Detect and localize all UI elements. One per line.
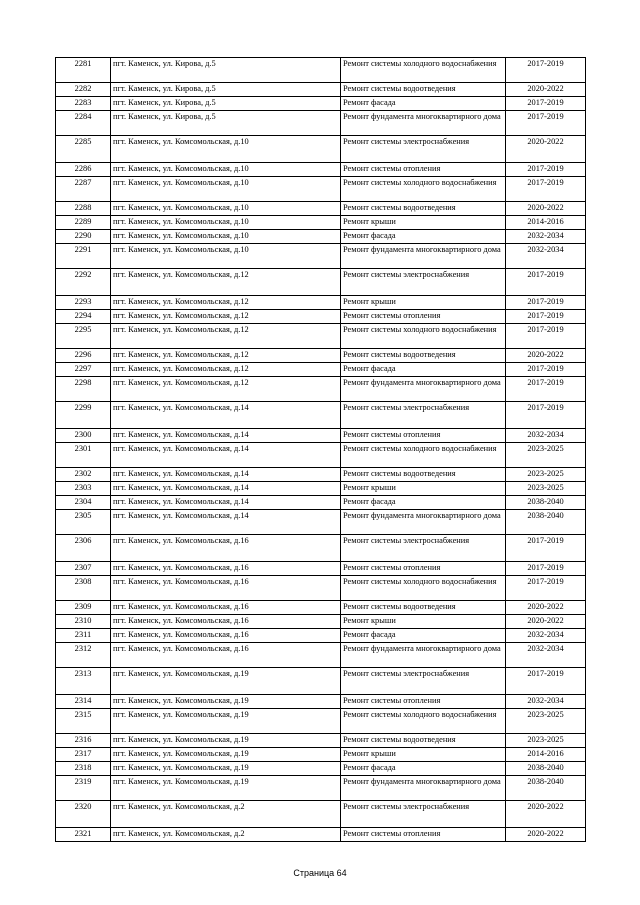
row-address: пгт. Каменск, ул. Комсомольская, д.16 — [111, 535, 341, 562]
row-work-type: Ремонт крыши — [341, 482, 506, 496]
row-number: 2301 — [56, 443, 111, 468]
row-number: 2311 — [56, 629, 111, 643]
row-address: пгт. Каменск, ул. Комсомольская, д.14 — [111, 496, 341, 510]
table-row — [56, 310, 586, 324]
row-address: пгт. Каменск, ул. Комсомольская, д.16 — [111, 576, 341, 601]
table-row — [56, 202, 586, 216]
table-row — [56, 562, 586, 576]
row-address: пгт. Каменск, ул. Кирова, д.5 — [111, 97, 341, 111]
row-period: 2014-2016 — [506, 748, 586, 762]
row-work-type: Ремонт системы отопления — [341, 429, 506, 443]
row-period: 2032-2034 — [506, 629, 586, 643]
table-row — [56, 216, 586, 230]
row-period: 2020-2022 — [506, 601, 586, 615]
row-work-type: Ремонт фундамента многоквартирного дома — [341, 111, 506, 136]
row-work-type: Ремонт системы водоотведения — [341, 601, 506, 615]
row-address: пгт. Каменск, ул. Комсомольская, д.10 — [111, 177, 341, 202]
table-row — [56, 244, 586, 269]
row-number: 2307 — [56, 562, 111, 576]
row-period: 2017-2019 — [506, 177, 586, 202]
row-work-type: Ремонт фасада — [341, 363, 506, 377]
row-address: пгт. Каменск, ул. Кирова, д.5 — [111, 111, 341, 136]
row-number: 2293 — [56, 296, 111, 310]
row-period: 2032-2034 — [506, 230, 586, 244]
row-period: 2020-2022 — [506, 615, 586, 629]
table-row — [56, 83, 586, 97]
row-period: 2017-2019 — [506, 163, 586, 177]
row-number: 2312 — [56, 643, 111, 668]
row-work-type: Ремонт фундамента многоквартирного дома — [341, 510, 506, 535]
row-work-type: Ремонт системы отопления — [341, 310, 506, 324]
row-address: пгт. Каменск, ул. Комсомольская, д.12 — [111, 296, 341, 310]
row-number: 2303 — [56, 482, 111, 496]
row-address: пгт. Каменск, ул. Комсомольская, д.2 — [111, 801, 341, 828]
row-number: 2308 — [56, 576, 111, 601]
row-period: 2023-2025 — [506, 443, 586, 468]
table-row — [56, 163, 586, 177]
row-work-type: Ремонт крыши — [341, 615, 506, 629]
row-work-type: Ремонт фасада — [341, 762, 506, 776]
row-work-type: Ремонт системы отопления — [341, 828, 506, 842]
row-work-type: Ремонт системы электроснабжения — [341, 269, 506, 296]
row-period: 2017-2019 — [506, 97, 586, 111]
row-work-type: Ремонт системы холодного водоснабжения — [341, 324, 506, 349]
row-number: 2284 — [56, 111, 111, 136]
table-row — [56, 668, 586, 695]
row-period: 2020-2022 — [506, 801, 586, 828]
row-period: 2017-2019 — [506, 562, 586, 576]
row-period: 2032-2034 — [506, 244, 586, 269]
row-number: 2291 — [56, 244, 111, 269]
row-work-type: Ремонт системы водоотведения — [341, 202, 506, 216]
row-address: пгт. Каменск, ул. Комсомольская, д.19 — [111, 695, 341, 709]
row-period: 2017-2019 — [506, 377, 586, 402]
row-number: 2320 — [56, 801, 111, 828]
row-work-type: Ремонт системы холодного водоснабжения — [341, 443, 506, 468]
table-row — [56, 576, 586, 601]
row-period: 2017-2019 — [506, 296, 586, 310]
row-number: 2321 — [56, 828, 111, 842]
table-row — [56, 510, 586, 535]
row-work-type: Ремонт фасада — [341, 496, 506, 510]
row-number: 2287 — [56, 177, 111, 202]
row-work-type: Ремонт системы водоотведения — [341, 468, 506, 482]
row-address: пгт. Каменск, ул. Комсомольская, д.10 — [111, 202, 341, 216]
row-work-type: Ремонт системы отопления — [341, 695, 506, 709]
row-work-type: Ремонт фундамента многоквартирного дома — [341, 377, 506, 402]
table-row — [56, 468, 586, 482]
table-row — [56, 482, 586, 496]
row-address: пгт. Каменск, ул. Комсомольская, д.14 — [111, 443, 341, 468]
row-period: 2017-2019 — [506, 58, 586, 83]
row-address: пгт. Каменск, ул. Комсомольская, д.12 — [111, 324, 341, 349]
row-work-type: Ремонт крыши — [341, 748, 506, 762]
row-work-type: Ремонт фундамента многоквартирного дома — [341, 244, 506, 269]
row-number: 2289 — [56, 216, 111, 230]
row-period: 2023-2025 — [506, 468, 586, 482]
row-work-type: Ремонт системы водоотведения — [341, 83, 506, 97]
table-row — [56, 363, 586, 377]
row-period: 2014-2016 — [506, 216, 586, 230]
table-body — [56, 58, 586, 842]
table-row — [56, 643, 586, 668]
table-row — [56, 136, 586, 163]
table-row — [56, 709, 586, 734]
row-number: 2313 — [56, 668, 111, 695]
row-address: пгт. Каменск, ул. Комсомольская, д.16 — [111, 643, 341, 668]
table-row — [56, 762, 586, 776]
row-number: 2282 — [56, 83, 111, 97]
table-row — [56, 801, 586, 828]
row-address: пгт. Каменск, ул. Комсомольская, д.12 — [111, 269, 341, 296]
row-address: пгт. Каменск, ул. Комсомольская, д.16 — [111, 629, 341, 643]
table-row — [56, 296, 586, 310]
row-address: пгт. Каменск, ул. Комсомольская, д.10 — [111, 216, 341, 230]
row-number: 2290 — [56, 230, 111, 244]
table-row — [56, 601, 586, 615]
row-number: 2319 — [56, 776, 111, 801]
row-number: 2294 — [56, 310, 111, 324]
row-work-type: Ремонт фасада — [341, 629, 506, 643]
row-address: пгт. Каменск, ул. Комсомольская, д.19 — [111, 709, 341, 734]
row-number: 2299 — [56, 402, 111, 429]
row-work-type: Ремонт системы холодного водоснабжения — [341, 177, 506, 202]
row-period: 2017-2019 — [506, 576, 586, 601]
table-row — [56, 324, 586, 349]
table-row — [56, 776, 586, 801]
row-address: пгт. Каменск, ул. Комсомольская, д.14 — [111, 482, 341, 496]
row-address: пгт. Каменск, ул. Кирова, д.5 — [111, 83, 341, 97]
row-address: пгт. Каменск, ул. Комсомольская, д.10 — [111, 163, 341, 177]
row-number: 2310 — [56, 615, 111, 629]
row-number: 2306 — [56, 535, 111, 562]
row-work-type: Ремонт фундамента многоквартирного дома — [341, 776, 506, 801]
row-number: 2297 — [56, 363, 111, 377]
row-address: пгт. Каменск, ул. Комсомольская, д.12 — [111, 349, 341, 363]
row-work-type: Ремонт фасада — [341, 97, 506, 111]
row-period: 2017-2019 — [506, 324, 586, 349]
table-row — [56, 269, 586, 296]
table-row — [56, 615, 586, 629]
row-address: пгт. Каменск, ул. Комсомольская, д.10 — [111, 244, 341, 269]
row-number: 2296 — [56, 349, 111, 363]
row-period: 2020-2022 — [506, 136, 586, 163]
table-row — [56, 443, 586, 468]
row-period: 2017-2019 — [506, 668, 586, 695]
repair-schedule-table — [55, 57, 586, 842]
table-row — [56, 58, 586, 83]
row-period: 2017-2019 — [506, 363, 586, 377]
row-period: 2023-2025 — [506, 709, 586, 734]
row-period: 2038-2040 — [506, 762, 586, 776]
row-number: 2315 — [56, 709, 111, 734]
row-number: 2304 — [56, 496, 111, 510]
table-row — [56, 629, 586, 643]
row-address: пгт. Каменск, ул. Комсомольская, д.16 — [111, 562, 341, 576]
row-period: 2017-2019 — [506, 402, 586, 429]
row-work-type: Ремонт системы отопления — [341, 562, 506, 576]
row-number: 2302 — [56, 468, 111, 482]
table-row — [56, 734, 586, 748]
row-number: 2281 — [56, 58, 111, 83]
table-row — [56, 535, 586, 562]
row-work-type: Ремонт системы электроснабжения — [341, 402, 506, 429]
row-work-type: Ремонт фасада — [341, 230, 506, 244]
row-address: пгт. Каменск, ул. Комсомольская, д.14 — [111, 510, 341, 535]
row-number: 2295 — [56, 324, 111, 349]
row-address: пгт. Каменск, ул. Комсомольская, д.19 — [111, 748, 341, 762]
row-address: пгт. Каменск, ул. Комсомольская, д.10 — [111, 136, 341, 163]
row-period: 2032-2034 — [506, 429, 586, 443]
row-number: 2283 — [56, 97, 111, 111]
row-period: 2038-2040 — [506, 776, 586, 801]
page-number: Страница 64 — [293, 868, 347, 878]
row-address: пгт. Каменск, ул. Комсомольская, д.14 — [111, 429, 341, 443]
row-work-type: Ремонт системы электроснабжения — [341, 136, 506, 163]
row-number: 2285 — [56, 136, 111, 163]
row-period: 2020-2022 — [506, 83, 586, 97]
table-row — [56, 748, 586, 762]
row-address: пгт. Каменск, ул. Комсомольская, д.2 — [111, 828, 341, 842]
row-period: 2032-2034 — [506, 643, 586, 668]
row-work-type: Ремонт системы отопления — [341, 163, 506, 177]
table-row — [56, 496, 586, 510]
row-number: 2288 — [56, 202, 111, 216]
row-number: 2317 — [56, 748, 111, 762]
row-period: 2038-2040 — [506, 510, 586, 535]
row-number: 2300 — [56, 429, 111, 443]
table-row — [56, 377, 586, 402]
row-period: 2023-2025 — [506, 734, 586, 748]
row-period: 2017-2019 — [506, 535, 586, 562]
row-work-type: Ремонт крыши — [341, 296, 506, 310]
row-address: пгт. Каменск, ул. Комсомольская, д.19 — [111, 762, 341, 776]
row-address: пгт. Каменск, ул. Комсомольская, д.10 — [111, 230, 341, 244]
table-row — [56, 695, 586, 709]
table-row — [56, 97, 586, 111]
row-work-type: Ремонт системы водоотведения — [341, 349, 506, 363]
table-row — [56, 429, 586, 443]
row-number: 2316 — [56, 734, 111, 748]
table-row — [56, 111, 586, 136]
row-address: пгт. Каменск, ул. Комсомольская, д.16 — [111, 601, 341, 615]
row-address: пгт. Каменск, ул. Комсомольская, д.14 — [111, 402, 341, 429]
row-address: пгт. Каменск, ул. Комсомольская, д.19 — [111, 734, 341, 748]
row-number: 2286 — [56, 163, 111, 177]
table-row — [56, 402, 586, 429]
row-work-type: Ремонт системы электроснабжения — [341, 535, 506, 562]
row-work-type: Ремонт фундамента многоквартирного дома — [341, 643, 506, 668]
row-number: 2305 — [56, 510, 111, 535]
row-address: пгт. Каменск, ул. Комсомольская, д.14 — [111, 468, 341, 482]
row-address: пгт. Каменск, ул. Кирова, д.5 — [111, 58, 341, 83]
row-number: 2309 — [56, 601, 111, 615]
row-number: 2298 — [56, 377, 111, 402]
row-address: пгт. Каменск, ул. Комсомольская, д.16 — [111, 615, 341, 629]
row-address: пгт. Каменск, ул. Комсомольская, д.19 — [111, 776, 341, 801]
row-work-type: Ремонт системы электроснабжения — [341, 801, 506, 828]
row-period: 2020-2022 — [506, 349, 586, 363]
row-work-type: Ремонт системы холодного водоснабжения — [341, 576, 506, 601]
table-row — [56, 230, 586, 244]
row-work-type: Ремонт системы водоотведения — [341, 734, 506, 748]
row-work-type: Ремонт крыши — [341, 216, 506, 230]
row-period: 2017-2019 — [506, 310, 586, 324]
row-number: 2314 — [56, 695, 111, 709]
row-address: пгт. Каменск, ул. Комсомольская, д.12 — [111, 377, 341, 402]
row-period: 2017-2019 — [506, 269, 586, 296]
row-number: 2318 — [56, 762, 111, 776]
table-row — [56, 349, 586, 363]
row-period: 2020-2022 — [506, 828, 586, 842]
row-period: 2017-2019 — [506, 111, 586, 136]
row-period: 2038-2040 — [506, 496, 586, 510]
table-row — [56, 828, 586, 842]
row-period: 2023-2025 — [506, 482, 586, 496]
row-address: пгт. Каменск, ул. Комсомольская, д.12 — [111, 310, 341, 324]
row-work-type: Ремонт системы холодного водоснабжения — [341, 709, 506, 734]
row-address: пгт. Каменск, ул. Комсомольская, д.12 — [111, 363, 341, 377]
row-address: пгт. Каменск, ул. Комсомольская, д.19 — [111, 668, 341, 695]
row-number: 2292 — [56, 269, 111, 296]
row-period: 2032-2034 — [506, 695, 586, 709]
row-work-type: Ремонт системы холодного водоснабжения — [341, 58, 506, 83]
table-row — [56, 177, 586, 202]
row-work-type: Ремонт системы электроснабжения — [341, 668, 506, 695]
row-period: 2020-2022 — [506, 202, 586, 216]
